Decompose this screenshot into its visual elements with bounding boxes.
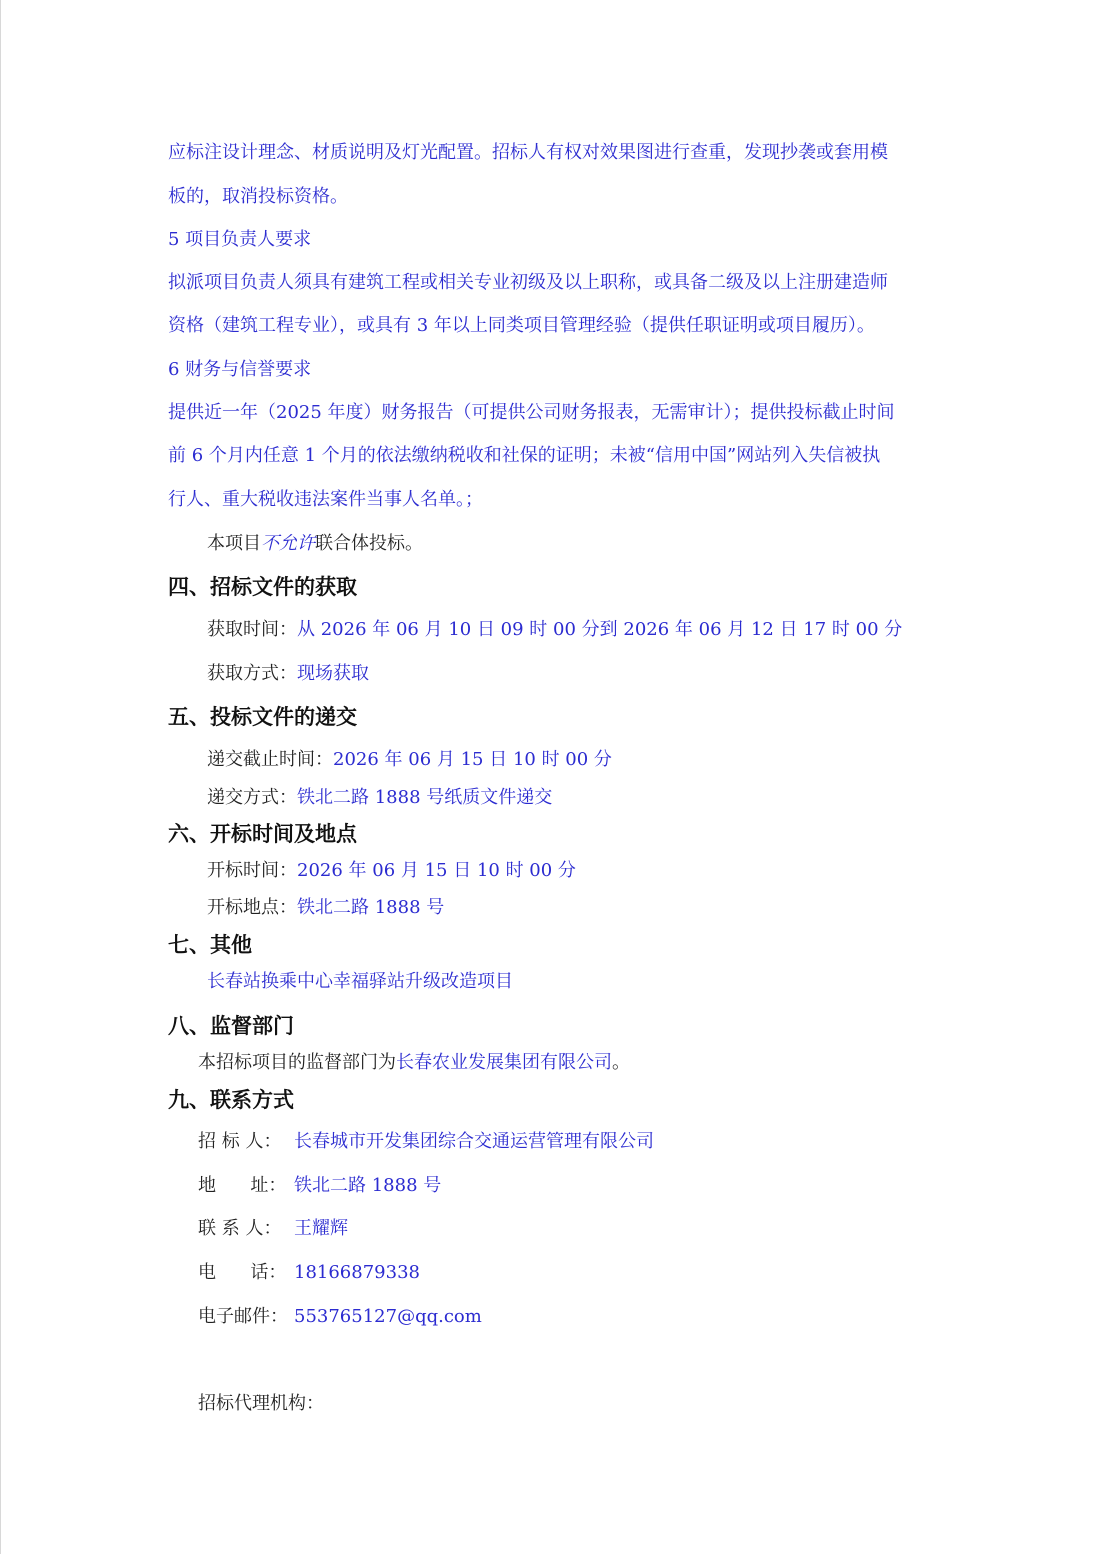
section-6-heading: 六、开标时间及地点 xyxy=(168,822,357,846)
section-7-heading: 七、其他 xyxy=(168,933,252,957)
supervision-prefix: 本招标项目的监督部门为 xyxy=(198,1052,396,1073)
supervision-statement xyxy=(198,1051,630,1075)
contact-person-value: 王耀辉 xyxy=(294,1218,348,1239)
submission-method-value: 铁北二路 1888 号纸质文件递交 xyxy=(297,787,553,808)
address-label: 地 址： xyxy=(198,1175,287,1196)
opening-place xyxy=(207,896,444,920)
tenderer-label: 招 标 人： xyxy=(198,1131,282,1152)
page-edge xyxy=(0,0,1,1554)
contact-phone xyxy=(198,1261,420,1285)
opening-time-value: 2026 年 06 月 15 日 10 时 00 分 xyxy=(297,860,576,881)
consortium-suffix: 联合体投标。 xyxy=(315,533,423,554)
opening-time-label: 开标时间： xyxy=(207,860,297,881)
supervision-value: 长春农业发展集团有限公司 xyxy=(396,1052,612,1073)
contact-address xyxy=(198,1174,441,1198)
agency-label: 招标代理机构： xyxy=(198,1393,324,1414)
other-text: 长春站换乘中心幸福驿站升级改造项目 xyxy=(207,971,513,992)
contact-tenderer xyxy=(198,1130,654,1154)
contact-email xyxy=(198,1305,482,1329)
acquire-time-label: 获取时间： xyxy=(207,619,297,640)
submission-method xyxy=(207,786,552,810)
supervision-suffix: 。 xyxy=(612,1052,630,1073)
contact-person-label: 联 系 人： xyxy=(198,1218,282,1239)
email-value[interactable]: 553765127@qq.com xyxy=(294,1306,482,1327)
section-8-heading: 八、监督部门 xyxy=(168,1014,294,1038)
item-6-title: 6 财务与信誉要求 xyxy=(168,359,312,380)
paragraph-line: 提供近一年（2025 年度）财务报告（可提供公司财务报表，无需审计）；提供投标截止时间 xyxy=(168,402,895,423)
acquire-method xyxy=(207,662,369,686)
paragraph-line: 拟派项目负责人须具有建筑工程或相关专业初级及以上职称，或具备二级及以上注册建造师 xyxy=(168,272,888,293)
acquire-method-value: 现场获取 xyxy=(297,663,369,684)
submission-deadline-label: 递交截止时间： xyxy=(207,749,333,770)
acquire-time-value: 从 2026 年 06 月 10 日 09 时 00 分到 2026 年 06 月 12 日 17 时 00 分 xyxy=(297,619,903,640)
contact-person xyxy=(198,1217,348,1241)
paragraph-line: 前 6 个月内任意 1 个月的依法缴纳税收和社保的证明；未被“信用中国”网站列入失信被执 xyxy=(168,445,881,466)
submission-method-label: 递交方式： xyxy=(207,787,297,808)
section-5-heading: 五、投标文件的递交 xyxy=(168,705,357,729)
submission-deadline-value: 2026 年 06 月 15 日 10 时 00 分 xyxy=(333,749,612,770)
paragraph-line: 资格（建筑工程专业），或具有 3 年以上同类项目管理经验（提供任职证明或项目履历）。 xyxy=(168,315,875,336)
tenderer-value: 长春城市开发集团综合交通运营管理有限公司 xyxy=(294,1131,654,1152)
section-9-heading: 九、联系方式 xyxy=(168,1088,294,1112)
acquire-time xyxy=(207,618,902,642)
paragraph-line: 板的，取消投标资格。 xyxy=(168,186,348,207)
acquire-method-label: 获取方式： xyxy=(207,663,297,684)
submission-deadline xyxy=(207,748,612,772)
email-label: 电子邮件： xyxy=(198,1306,288,1327)
phone-label: 电 话： xyxy=(198,1262,287,1283)
paragraph-line: 应标注设计理念、材质说明及灯光配置。招标人有权对效果图进行查重，发现抄袭或套用模 xyxy=(168,142,888,163)
address-value: 铁北二路 1888 号 xyxy=(294,1175,442,1196)
paragraph-line: 行人、重大税收违法案件当事人名单。； xyxy=(168,489,483,510)
opening-time xyxy=(207,859,576,883)
item-5-title: 5 项目负责人要求 xyxy=(168,229,312,250)
consortium-statement xyxy=(207,532,423,556)
consortium-prefix: 本项目 xyxy=(207,533,261,554)
opening-place-label: 开标地点： xyxy=(207,897,297,918)
opening-place-value: 铁北二路 1888 号 xyxy=(297,897,445,918)
section-4-heading: 四、招标文件的获取 xyxy=(168,575,357,599)
consortium-value: 不允许 xyxy=(261,533,315,554)
phone-value: 18166879338 xyxy=(294,1262,420,1283)
